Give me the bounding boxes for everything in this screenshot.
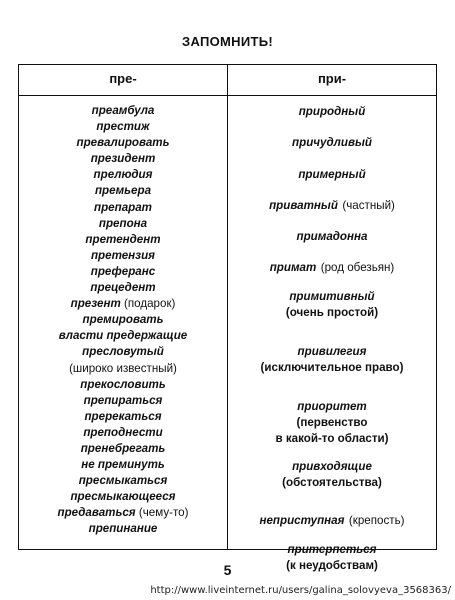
- pre-word-item: [19, 183, 227, 199]
- word-text: пререкаться: [84, 409, 162, 423]
- word-note: (очень простой): [285, 306, 379, 319]
- word-note: (исключительное право): [260, 361, 404, 374]
- word-text: прецедент: [90, 281, 156, 295]
- pre-word-item: [19, 344, 227, 360]
- pre-word-item: [19, 200, 227, 216]
- pre-word-item: [19, 248, 227, 264]
- pri-word-item: [228, 227, 436, 245]
- header-divider: [19, 95, 436, 96]
- pre-word-item: [19, 409, 227, 425]
- pre-words-column: [19, 103, 227, 538]
- pre-word-item: [19, 377, 227, 393]
- word-text: претензия: [90, 248, 156, 262]
- word-text: преподнести: [83, 425, 163, 439]
- pre-word-item: [19, 361, 227, 377]
- word-text: прекословить: [80, 377, 166, 391]
- header-pri: при-: [317, 71, 347, 86]
- word-note: (к неудобствам): [286, 559, 378, 572]
- pri-word-item: [228, 165, 436, 183]
- pre-word-item: [19, 425, 227, 441]
- pri-word-item: [228, 133, 436, 151]
- word-text: премьера: [94, 184, 152, 198]
- pri-word-item: [228, 511, 436, 529]
- word-text: примерный: [298, 168, 366, 181]
- word-text: притерпеться: [287, 543, 377, 556]
- pre-word-item: [19, 296, 227, 312]
- word-text: неприступная: [259, 514, 345, 527]
- pre-word-item: [19, 328, 227, 344]
- word-text: пресмыкающееся: [70, 490, 176, 504]
- word-text: власти предержащие: [58, 329, 188, 343]
- pri-word-item: [228, 342, 436, 376]
- word-text: препона: [98, 216, 148, 230]
- word-text: привходящие: [292, 460, 372, 473]
- pri-word-item: [228, 397, 436, 447]
- word-text: препарат: [94, 200, 152, 214]
- page-title: ЗАПОМНИТЬ!: [182, 34, 273, 49]
- pre-word-item: [19, 167, 227, 183]
- word-note: (обстоятельства): [282, 476, 382, 489]
- pre-word-item: [19, 216, 227, 232]
- word-text: преамбула: [91, 104, 155, 117]
- pri-word-item: [228, 258, 436, 276]
- pre-word-item: [19, 473, 227, 489]
- word-text: преферанс: [90, 264, 156, 278]
- word-text: не преминуть: [81, 458, 165, 472]
- word-text: примитивный: [289, 290, 375, 303]
- word-note: в какой-то области): [275, 432, 389, 445]
- word-text: примадонна: [296, 230, 368, 243]
- pre-word-item: [19, 393, 227, 409]
- pre-word-item: [19, 151, 227, 167]
- word-text: прелюдия: [93, 168, 153, 182]
- pre-word-item: [19, 232, 227, 248]
- word-text: претендент: [85, 232, 161, 246]
- word-text: предаваться: [57, 506, 136, 520]
- pre-word-item: [19, 280, 227, 296]
- word-text: причудливый: [292, 136, 372, 149]
- word-text: препираться: [83, 393, 163, 407]
- pri-word-item: [228, 196, 436, 214]
- word-note: (крепость): [348, 514, 405, 527]
- word-text: пресловутый: [82, 345, 164, 359]
- word-text: приватный: [269, 199, 338, 212]
- pre-word-item: [19, 312, 227, 328]
- word-text: природный: [298, 105, 366, 118]
- pre-word-item: [19, 119, 227, 135]
- word-text: премировать: [82, 313, 164, 327]
- pre-word-item: [19, 103, 227, 119]
- word-text: престиж: [96, 120, 150, 134]
- pre-word-item: [19, 441, 227, 457]
- word-text: пренебрегать: [80, 441, 166, 455]
- word-note: (частный): [342, 199, 395, 212]
- word-note: (первенство: [296, 416, 368, 429]
- word-text: приоритет: [297, 400, 367, 413]
- pri-word-item: [228, 457, 436, 491]
- word-text: превалировать: [76, 136, 170, 150]
- spelling-table: [18, 64, 437, 572]
- header-pre: пре-: [109, 71, 137, 86]
- pri-word-item: [228, 102, 436, 120]
- pre-word-item: [19, 521, 227, 537]
- word-note: (род обезьян): [320, 261, 395, 274]
- word-text: пресмыкаться: [78, 474, 168, 488]
- page-number: 5: [223, 562, 232, 578]
- pre-word-item: [19, 457, 227, 473]
- pre-word-item: [19, 489, 227, 505]
- word-text: препинание: [88, 522, 158, 536]
- word-text: примат: [269, 261, 317, 274]
- pre-word-item: [19, 264, 227, 280]
- word-text: президент: [90, 152, 156, 166]
- word-note: (подарок): [124, 297, 176, 311]
- pri-word-item: [228, 287, 436, 321]
- pre-word-item: [19, 135, 227, 151]
- pre-word-item: [19, 505, 227, 521]
- source-url: http://www.liveinternet.ru/users/galina_solovyeva_3568363/: [150, 585, 451, 596]
- word-text: презент: [70, 297, 121, 311]
- word-note: (чему-то): [138, 506, 189, 520]
- word-note: (широко известный): [69, 361, 177, 375]
- word-text: привилегия: [297, 345, 367, 358]
